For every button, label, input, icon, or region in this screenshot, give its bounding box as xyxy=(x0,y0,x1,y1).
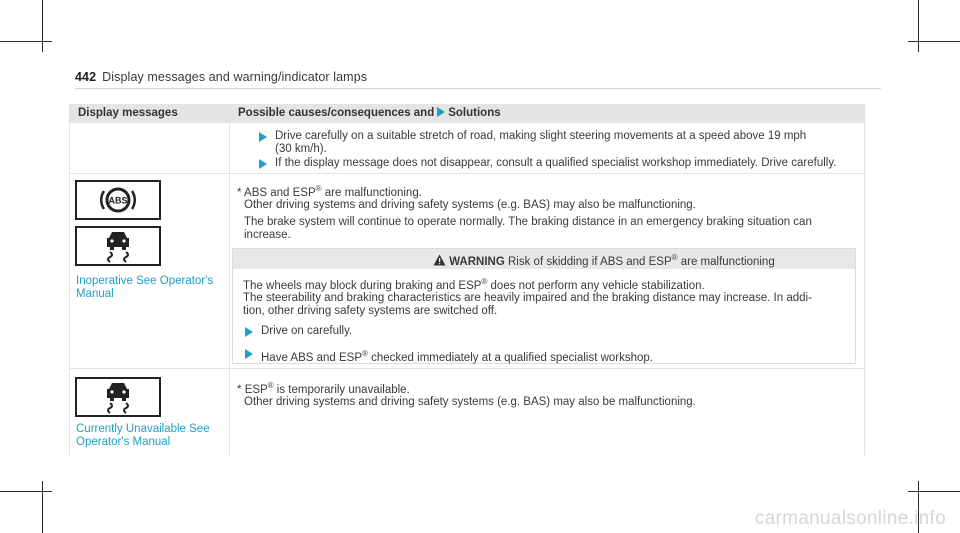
page-title: Display messages and warning/indicator lamps xyxy=(102,70,368,84)
warning-text: The steerability and braking characteristics are heavily impaired and the braking distance may increase. In addi- tion, other driving safety systems are switched off. xyxy=(243,292,812,317)
crop-mark xyxy=(0,491,52,492)
table-header xyxy=(69,104,865,123)
warning-box: WARNING Risk of skidding if ABS and ESP® are malfunctioning The wheels may block during braking and ESP® does not perform any vehicle stabilization. The steerability and braking characteristics are heavily impaired and the braking distance may increase. In addi- tion, other driving safety systems are switched off. Drive on carefully. Have ABS and ESP® checked immediately at a qualified specialist workshop. xyxy=(232,248,856,364)
table-row: Drive carefully on a suitable stretch of road, making slight steering movements at a speed above 19 mph (30 km/h). If the display message does not disappear, consult a qualified specialist workshop immediately. Drive carefully. xyxy=(69,123,865,174)
solution-arrow-icon xyxy=(245,327,253,337)
crop-mark xyxy=(908,491,960,492)
crop-mark xyxy=(918,0,919,52)
warning-triangle-icon xyxy=(433,254,446,266)
crop-mark xyxy=(42,481,43,533)
solution-arrow-icon xyxy=(245,349,253,359)
cause-detail: Other driving systems and driving safety systems (e.g. BAS) may also be malfunctioning. xyxy=(244,199,696,211)
svg-text:ABS: ABS xyxy=(108,195,128,206)
page-header xyxy=(75,70,367,84)
crop-mark xyxy=(908,41,960,42)
warning-header: WARNING Risk of skidding if ABS and ESP® are malfunctioning xyxy=(233,249,855,269)
solution-arrow-icon xyxy=(437,107,445,117)
crop-mark xyxy=(42,0,43,52)
display-message-text: Currently Unavailable See Operator's Manual xyxy=(76,423,210,448)
header-rule xyxy=(75,88,881,89)
display-messages-table xyxy=(69,104,865,455)
esp-skid-icon xyxy=(75,377,161,417)
watermark: carmanualsonline.info xyxy=(754,508,946,529)
solution-arrow-icon xyxy=(259,159,267,169)
solution-arrow-icon xyxy=(259,132,267,142)
display-message-text: Inoperative See Operator's Manual xyxy=(76,275,214,300)
cause-detail: Other driving systems and driving safety systems (e.g. BAS) may also be malfunctioning. xyxy=(244,396,696,408)
col-display-messages: Display messages xyxy=(78,107,178,119)
table-row xyxy=(69,369,865,455)
warning-text: The wheels may block during braking and ESP® does not perform any vehicle stabilization. xyxy=(243,277,705,292)
esp-skid-icon xyxy=(75,226,161,266)
warning-label: WARNING xyxy=(449,255,505,268)
cause-detail: The brake system will continue to operate normally. The braking distance in an emergency braking situation can increase. xyxy=(244,216,812,241)
cause-text: * ABS and ESP® are malfunctioning. xyxy=(237,184,422,199)
col-causes: Possible causes/consequences and Solutions xyxy=(238,107,501,119)
abs-warning-icon xyxy=(75,180,161,220)
crop-mark xyxy=(0,41,52,42)
table-row xyxy=(69,174,865,369)
page-number: 442 xyxy=(75,70,97,84)
cause-text: * ESP® is temporarily unavailable. xyxy=(237,381,410,396)
